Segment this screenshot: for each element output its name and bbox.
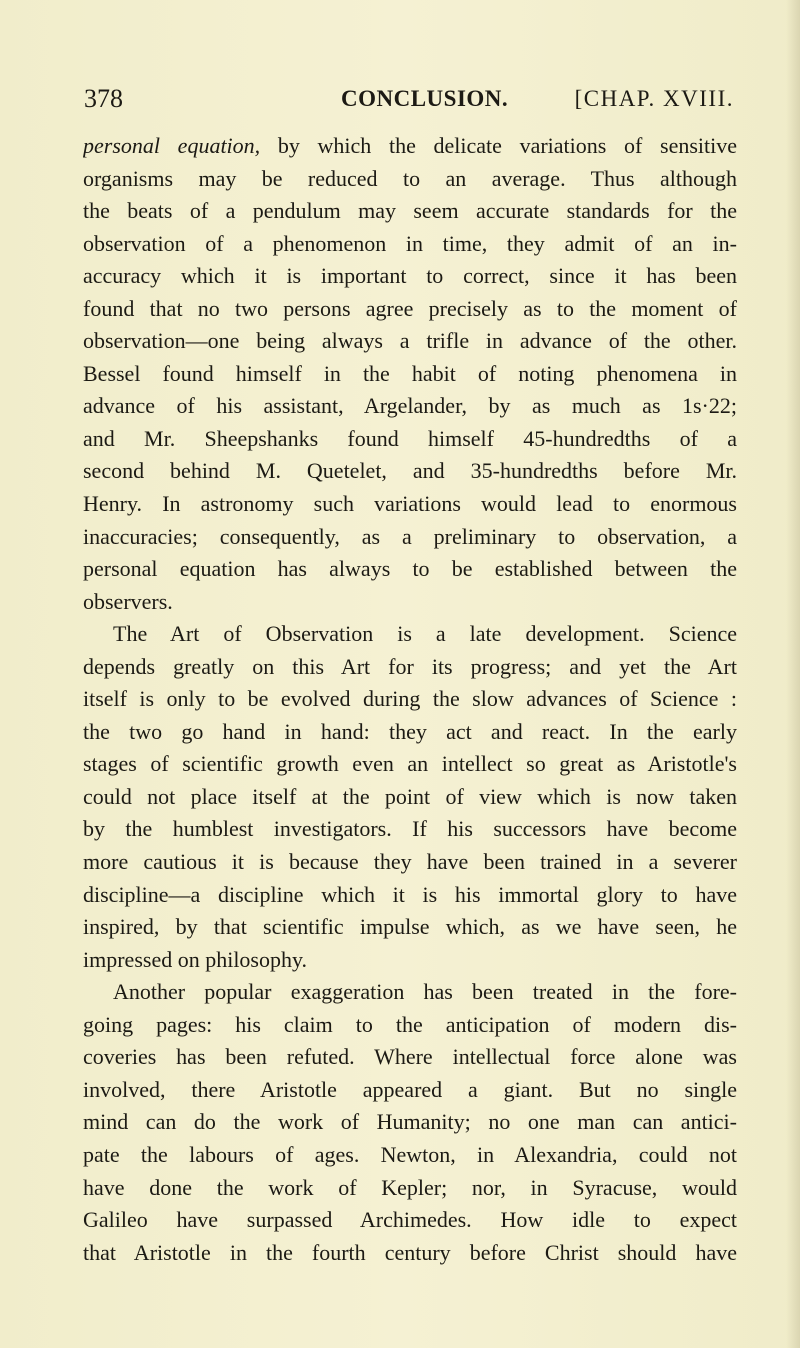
text-line: discipline—a discipline which it is his immortal glory to have bbox=[83, 881, 737, 907]
text-line: inspired, by that scientific impulse which, as we have seen, he bbox=[83, 914, 737, 940]
text-line: that Aristotle in the fourth century before Christ should have bbox=[83, 1239, 737, 1265]
text-line: could not place itself at the point of view which is now taken bbox=[83, 783, 737, 809]
text-line: mind can do the work of Humanity; no one man can antici- bbox=[83, 1109, 737, 1135]
text-line: coveries has been refuted. Where intellectual force alone was bbox=[83, 1044, 737, 1070]
text-line: observers. bbox=[83, 588, 173, 614]
text-line: the two go hand in hand: they act and react. In the early bbox=[83, 718, 737, 744]
text-line: pate the labours of ages. Newton, in Alexandria, could not bbox=[83, 1141, 737, 1167]
text-line: inaccuracies; consequently, as a preliminary to observation, a bbox=[83, 523, 737, 549]
text-line: observation of a phenomenon in time, they admit of an in- bbox=[83, 230, 737, 256]
text-line: Henry. In astronomy such variations would lead to enormous bbox=[83, 491, 737, 517]
text-line: have done the work of Kepler; nor, in Syracuse, would bbox=[83, 1174, 737, 1200]
text-line: The Art of Observation is a late development. Science bbox=[113, 621, 737, 647]
page-number: 378 bbox=[84, 84, 123, 113]
text-line: impressed on philosophy. bbox=[83, 946, 308, 972]
text-line: the beats of a pendulum may seem accurate standards for the bbox=[83, 198, 737, 224]
text-line: personal equation, by which the delicate variations of sensitive bbox=[83, 133, 737, 158]
text-line: by the humblest investigators. If his successors have become bbox=[83, 816, 737, 842]
text-line: involved, there Aristotle appeared a giant. But no single bbox=[83, 1076, 737, 1102]
text-line: itself is only to be evolved during the slow advances of Science : bbox=[83, 686, 737, 712]
text-line: found that no two persons agree precisely as to the moment of bbox=[83, 295, 737, 321]
text-line: and Mr. Sheepshanks found himself 45-hundredths of a bbox=[83, 425, 737, 451]
text-line: personal equation has always to be established between the bbox=[83, 556, 737, 582]
chapter-reference: [CHAP. XVIII. bbox=[574, 86, 734, 111]
italic-term: personal equation, bbox=[83, 133, 261, 158]
text-line: advance of his assistant, Argelander, by as much as 1s·22; bbox=[83, 393, 737, 419]
text-line: accuracy which it is important to correct, since it has been bbox=[83, 263, 737, 289]
text-line: depends greatly on this Art for its progress; and yet the Art bbox=[83, 653, 737, 679]
text-line: Galileo have surpassed Archimedes. How idle to expect bbox=[83, 1207, 737, 1233]
running-title: CONCLUSION. bbox=[341, 86, 509, 111]
body-text bbox=[83, 130, 737, 1269]
text-line: Another popular exaggeration has been treated in the fore- bbox=[113, 979, 737, 1005]
text-line: going pages: his claim to the anticipation of modern dis- bbox=[83, 1011, 737, 1037]
text-line: observation—one being always a trifle in advance of the other. bbox=[83, 328, 737, 354]
text-line: more cautious it is because they have been trained in a severer bbox=[83, 849, 737, 875]
text-line: organisms may be reduced to an average. Thus although bbox=[83, 165, 737, 191]
text-line: stages of scientific growth even an intellect so great as Aristotle's bbox=[83, 751, 737, 777]
text-line: second behind M. Quetelet, and 35-hundredths before Mr. bbox=[83, 458, 737, 484]
page-header bbox=[84, 84, 734, 116]
text-line: Bessel found himself in the habit of noting phenomena in bbox=[83, 360, 737, 386]
page-edge-shadow bbox=[786, 0, 800, 1348]
